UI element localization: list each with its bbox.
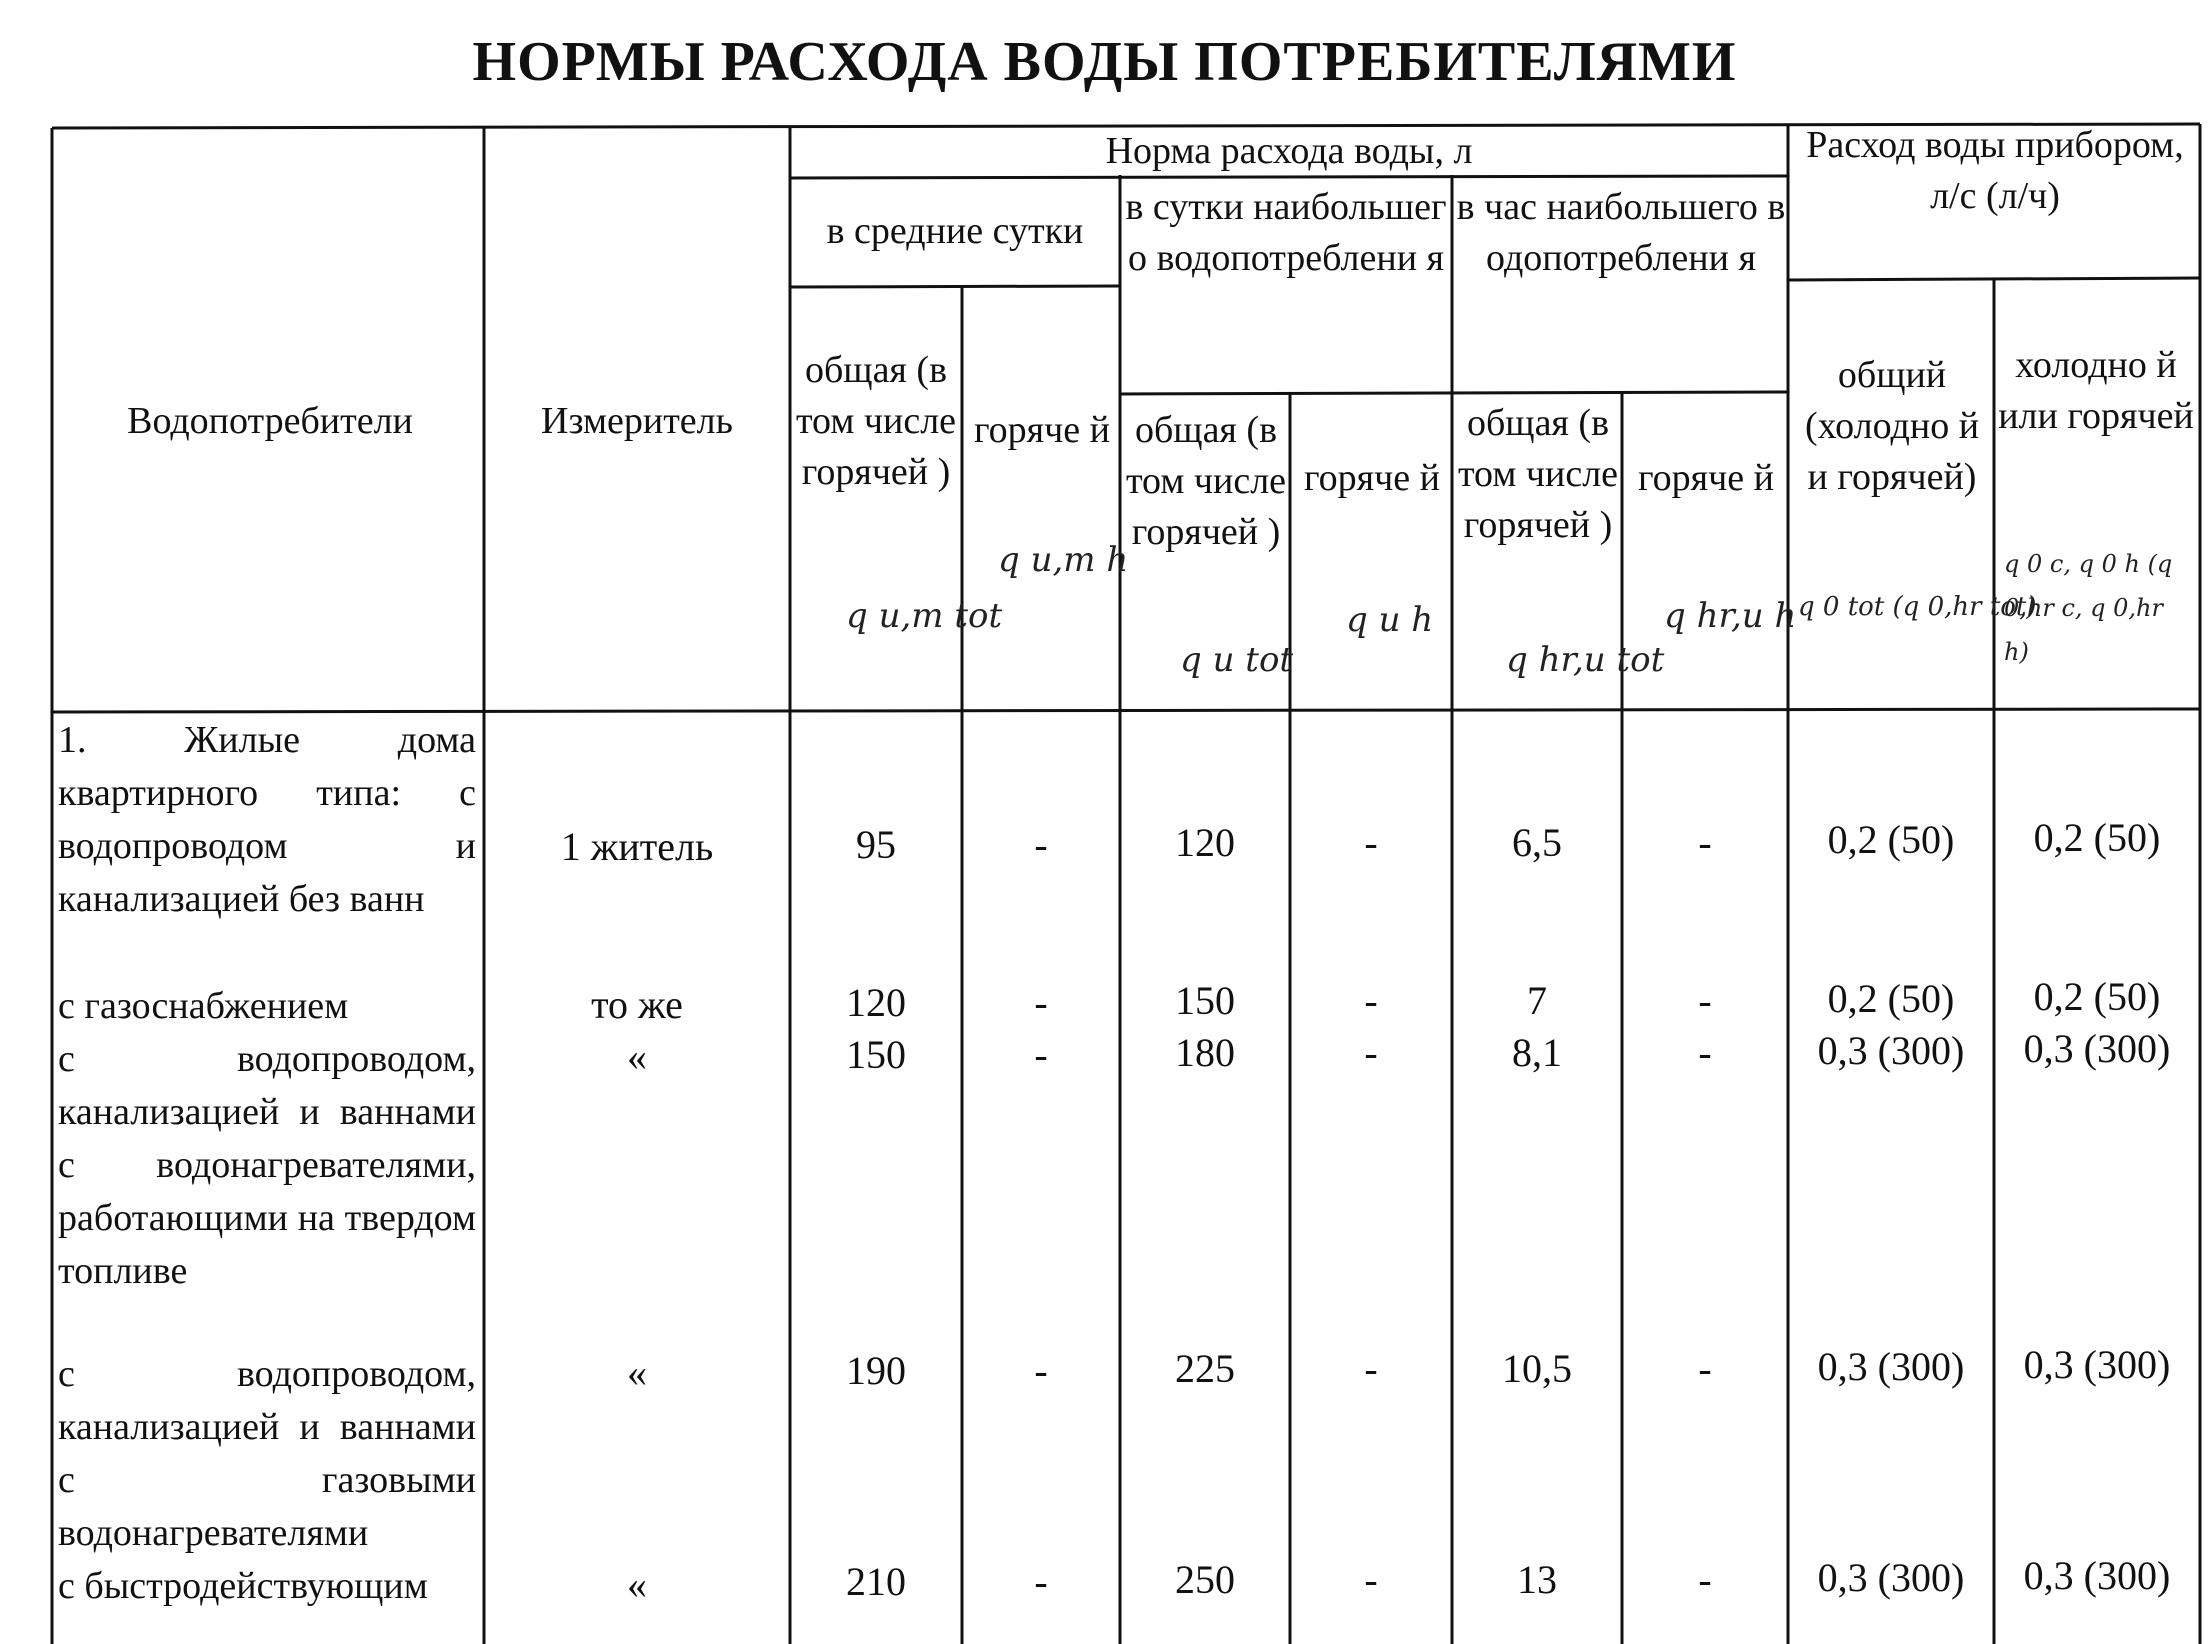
row-5-avg-total: 210 xyxy=(846,1559,906,1604)
row-3-avg-hot: - xyxy=(1034,1032,1048,1077)
row-1-hour-total: 6,5 xyxy=(1512,820,1562,865)
row-1-avg-total: 95 xyxy=(856,822,896,867)
row-5-meter: « xyxy=(627,1562,647,1607)
row-5-day-hot: - xyxy=(1364,1557,1378,1602)
row-1-day-total: 120 xyxy=(1175,820,1235,865)
row-2-dev-cold-hot: 0,2 (50) xyxy=(2033,974,2161,1019)
row-1-dev-cold-hot: 0,2 (50) xyxy=(2033,815,2161,860)
header-device-total: общий (холодно й и горячей) xyxy=(1804,354,1980,498)
row-4-name: с водопроводом, канализацией и ваннами с газовыми водонагревателями xyxy=(58,1353,476,1554)
row-5-dev-total: 0,3 (300) xyxy=(1817,1555,1965,1600)
row-2-hour-hot: - xyxy=(1698,978,1712,1023)
header-avg-total: общая (в том числе горячей ) xyxy=(795,349,957,493)
row-3-day-hot: - xyxy=(1364,1030,1378,1075)
row-4-meter: « xyxy=(627,1350,647,1395)
row-4-hour-hot: - xyxy=(1698,1346,1712,1391)
header-hour-hot: горяче й xyxy=(1638,457,1774,499)
row-3-day-total: 180 xyxy=(1175,1030,1235,1075)
header-day-total: общая (в том числе горячей ) xyxy=(1125,409,1287,553)
row-2-day-hot: - xyxy=(1364,978,1378,1023)
row-1-dev-total: 0,2 (50) xyxy=(1827,817,1955,862)
symbol-device-total: q 0 tot (q 0,hr tot) xyxy=(1798,592,2037,622)
header-day-hot: горяче й xyxy=(1304,457,1440,499)
row-4-dev-cold-hot: 0,3 (300) xyxy=(2023,1342,2171,1387)
row-3-dev-cold-hot: 0,3 (300) xyxy=(2023,1026,2171,1071)
row-4-hour-total: 10,5 xyxy=(1502,1346,1572,1391)
row-2-meter: то же xyxy=(591,982,683,1027)
row-3-meter: « xyxy=(627,1034,647,1079)
header-device-cold-hot: холодно й или горячей xyxy=(1998,344,2194,437)
symbol-device-cold-hot: q 0 c, q 0 h (q 0,hr c, q 0,hr h) xyxy=(2004,550,2173,666)
row-5-hour-hot: - xyxy=(1698,1557,1712,1602)
row-3-name: с водопроводом, канализацией и ваннами с водонагревателями, работающими на твердом топливе xyxy=(58,1038,476,1292)
header-meter: Измеритель xyxy=(541,400,733,442)
page-title: НОРМЫ РАСХОДА ВОДЫ ПОТРЕБИТЕЛЯМИ xyxy=(472,31,1737,93)
row-5-day-total: 250 xyxy=(1175,1557,1235,1602)
row-3-hour-hot: - xyxy=(1698,1030,1712,1075)
row-5-name: с быстродействующим xyxy=(58,1565,428,1607)
row-4-avg-total: 190 xyxy=(846,1348,906,1393)
row-2-day-total: 150 xyxy=(1175,978,1235,1023)
header-avg-day: в средние сутки xyxy=(826,210,1084,252)
header-max-day: в сутки наибольшего водопотреблени я xyxy=(1125,186,1447,279)
symbol-hour-hot: q hr,u h xyxy=(1664,596,1797,636)
row-1-name: 1. Жилые дома квартирного типа: с водопроводом и канализацией без ванн xyxy=(58,719,476,920)
row-1-hour-hot: - xyxy=(1698,820,1712,865)
header-consumers: Водопотребители xyxy=(127,400,413,442)
row-2-name: с газоснабжением xyxy=(58,985,349,1027)
row-2-avg-hot: - xyxy=(1034,980,1048,1025)
header-norm-group: Норма расхода воды, л xyxy=(1105,130,1473,172)
row-1-avg-hot: - xyxy=(1034,822,1048,867)
row-4-day-total: 225 xyxy=(1175,1346,1235,1391)
row-2-hour-total: 7 xyxy=(1527,978,1547,1023)
header-hour-total: общая (в том числе горячей ) xyxy=(1457,402,1619,546)
row-1-day-hot: - xyxy=(1364,820,1378,865)
header-avg-hot: горяче й xyxy=(974,409,1110,451)
row-4-avg-hot: - xyxy=(1034,1348,1048,1393)
row-4-dev-total: 0,3 (300) xyxy=(1817,1344,1965,1389)
row-5-hour-total: 13 xyxy=(1517,1557,1557,1602)
symbol-day-total: q u tot xyxy=(1180,640,1294,680)
header-max-hour: в час наибольшего водопотреблени я xyxy=(1456,186,1786,279)
row-5-dev-cold-hot: 0,3 (300) xyxy=(2023,1553,2171,1598)
row-2-avg-total: 120 xyxy=(846,980,906,1025)
row-5-avg-hot: - xyxy=(1034,1559,1048,1604)
row-3-hour-total: 8,1 xyxy=(1512,1030,1562,1075)
row-2-dev-total: 0,2 (50) xyxy=(1827,976,1955,1021)
row-3-dev-total: 0,3 (300) xyxy=(1817,1028,1965,1073)
row-4-day-hot: - xyxy=(1364,1346,1378,1391)
symbol-avg-total: q u,m tot xyxy=(846,596,1003,636)
row-1-meter: 1 житель xyxy=(560,824,714,869)
symbol-hour-total: q hr,u tot xyxy=(1506,640,1665,680)
symbol-day-hot: q u h xyxy=(1346,600,1434,640)
row-3-avg-total: 150 xyxy=(846,1032,906,1077)
symbol-avg-hot: q u,m h xyxy=(998,540,1129,580)
header-device-group: Расход воды прибором, л/с (л/ч) xyxy=(1806,124,2184,217)
